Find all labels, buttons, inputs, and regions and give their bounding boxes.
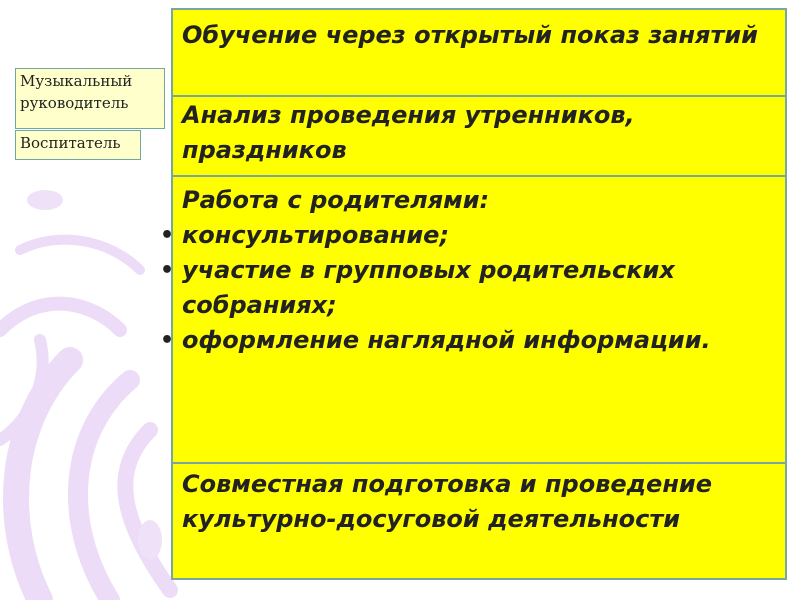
activities-table bbox=[160, 8, 787, 580]
list-item bbox=[160, 323, 785, 358]
bullet-icon: • bbox=[160, 328, 175, 353]
row-text-open-lessons: Обучение через открытый показ занятий bbox=[182, 21, 758, 49]
bullet-text: участие в групповых родительских собраниях; bbox=[182, 256, 675, 319]
table-row bbox=[173, 10, 785, 97]
bullet-icon: • bbox=[160, 258, 175, 283]
table-row bbox=[173, 464, 785, 578]
bullet-list bbox=[160, 218, 785, 358]
role-labels bbox=[15, 68, 165, 160]
label-educator: Воспитатель bbox=[15, 130, 141, 160]
bullet-text: оформление наглядной информации. bbox=[182, 326, 711, 354]
bullet-icon: • bbox=[160, 223, 175, 248]
row-text-joint-preparation: Совместная подготовка и проведение культурно-досуговой деятельности bbox=[182, 470, 712, 533]
list-item bbox=[160, 218, 785, 253]
row-text-matinee-analysis: Анализ проведения утренников, праздников bbox=[182, 101, 635, 164]
label-music-director: Музыкальный руководитель bbox=[15, 68, 165, 129]
table-row bbox=[160, 177, 785, 464]
bullet-text: консультирование; bbox=[182, 221, 450, 249]
row-heading-parents: Работа с родителями: bbox=[182, 186, 490, 214]
list-item bbox=[160, 253, 785, 323]
table-row bbox=[173, 97, 785, 177]
